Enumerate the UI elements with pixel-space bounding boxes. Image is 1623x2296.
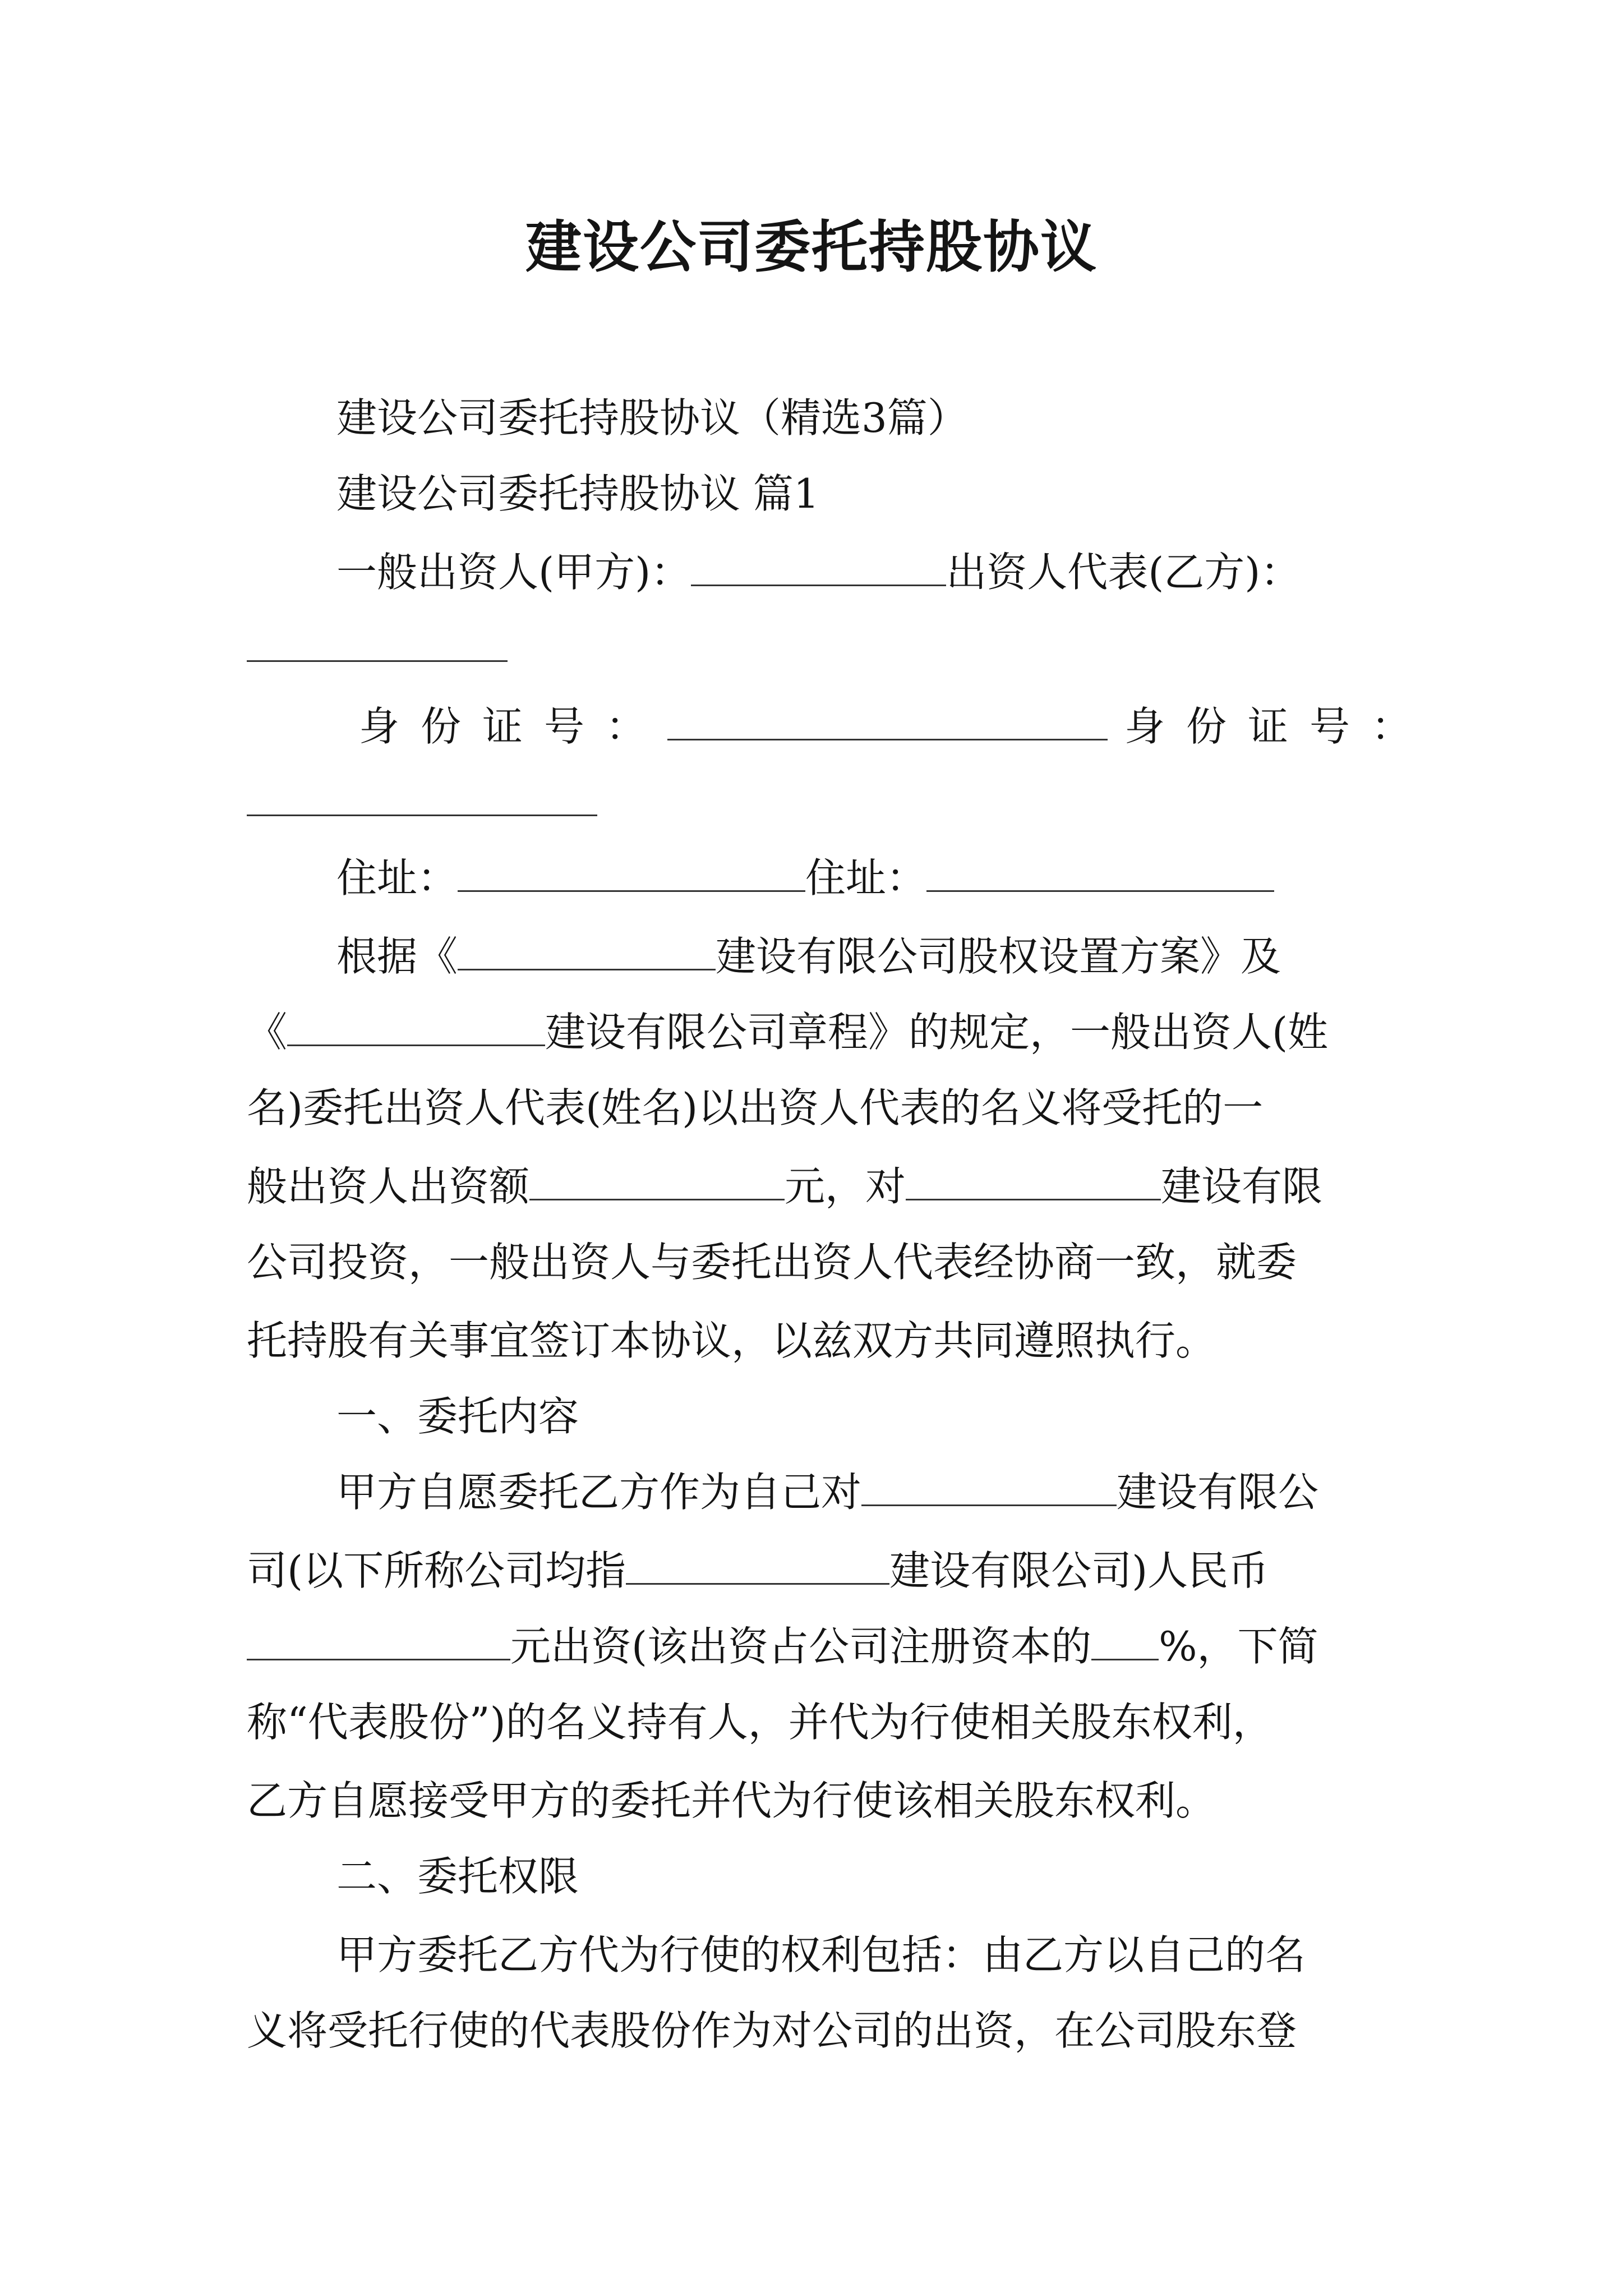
address-a-label: 住址： (336, 854, 458, 901)
id-a-blank (667, 698, 1108, 740)
party-a-blank (691, 544, 946, 586)
section-heading-1 (336, 1388, 579, 1444)
text-segment: 司(以下所称公司均指 (247, 1547, 626, 1594)
text-segment: 建设有限 (1161, 1163, 1323, 1210)
text-segment: 义将受托行使的代表股份作为对公司的出资，在公司股东登 (247, 2007, 1297, 2054)
amount-blank (529, 1158, 785, 1200)
id-b-blank-line (247, 774, 597, 830)
text-segment: 公司投资，一般出资人与委托出资人代表经协商一致，就委 (247, 1239, 1297, 1286)
party-a-label: 一般出资人(甲方)： (336, 549, 691, 596)
party-line (336, 544, 1301, 600)
text-segment: 建设有限公司章程》的规定，一般出资人(姓 (545, 1009, 1329, 1056)
text-segment: 称“代表股份”)的名义持有人，并代为行使相关股东权利， (247, 1699, 1273, 1746)
text-segment: 乙方自愿接受甲方的委托并代为行使该相关股东权利。 (247, 1777, 1216, 1824)
paragraph-line (247, 1313, 1216, 1369)
chapter-heading (336, 466, 819, 522)
company-blank (626, 1543, 889, 1585)
id-b-label: 身份证号： (1124, 703, 1433, 750)
text-segment: 元出资(该出资占公司注册资本的 (510, 1623, 1092, 1670)
paragraph-line (247, 1618, 1318, 1674)
id-a-label: 身份证号： (359, 703, 668, 750)
text-segment: %，下简 (1159, 1623, 1318, 1670)
text-segment: 甲方自愿委托乙方作为自己对 (336, 1469, 862, 1516)
text-segment: 建设有限公 (1117, 1469, 1319, 1516)
paragraph-line (247, 1004, 1328, 1060)
address-a-blank (458, 850, 805, 892)
paragraph-line (336, 928, 1281, 984)
id-line (359, 698, 1433, 754)
address-b-blank (926, 850, 1274, 892)
text-segment: 甲方委托乙方代为行使的权利包括：由乙方以自己的名 (336, 1931, 1306, 1978)
address-line (336, 850, 1274, 906)
company-blank (861, 1464, 1117, 1506)
paragraph-line (247, 1543, 1269, 1599)
document-title: 建设公司委托持股协议 (525, 214, 1098, 280)
subtitle-text: 建设公司委托持股协议（精选3篇） (336, 394, 968, 441)
text-segment: 《 (247, 1009, 288, 1056)
paragraph-line (247, 1694, 1273, 1750)
section-title: 一、委托内容 (336, 1393, 579, 1440)
text-segment: 根据《 (336, 933, 458, 980)
company-blank (287, 1004, 545, 1046)
paragraph-line (336, 1927, 1306, 1983)
text-segment: 般出资人出资额 (247, 1163, 530, 1210)
party-b-blank (247, 620, 508, 662)
company-blank (458, 928, 716, 970)
paragraph-line (247, 2003, 1297, 2059)
text-segment: 元，对 (785, 1163, 906, 1210)
paragraph-line (247, 1234, 1297, 1290)
text-segment: 名)委托出资人代表(姓名)以出资人代表的名义将受托的一 (247, 1084, 1264, 1131)
chapter-text: 建设公司委托持股协议 篇1 (336, 470, 819, 517)
text-segment: 建设有限公司)人民币 (889, 1547, 1269, 1594)
subtitle-line (336, 390, 968, 446)
paragraph-line (247, 1080, 1263, 1136)
section-heading-2 (336, 1848, 579, 1904)
address-b-label: 住址： (805, 854, 927, 901)
paragraph-line (247, 1773, 1216, 1829)
id-b-blank (247, 774, 597, 816)
company-blank (906, 1158, 1161, 1200)
text-segment: 建设有限公司股权设置方案》及 (716, 933, 1281, 980)
paragraph-line (336, 1464, 1318, 1520)
amount-blank (247, 1618, 510, 1660)
text-segment: 托持股有关事宜签订本协议，以兹双方共同遵照执行。 (247, 1317, 1216, 1364)
section-title: 二、委托权限 (336, 1853, 579, 1900)
percent-blank (1091, 1618, 1159, 1660)
paragraph-line (247, 1158, 1322, 1214)
party-b-label: 出资人代表(乙方)： (946, 549, 1301, 596)
party-b-blank-line (247, 620, 508, 676)
